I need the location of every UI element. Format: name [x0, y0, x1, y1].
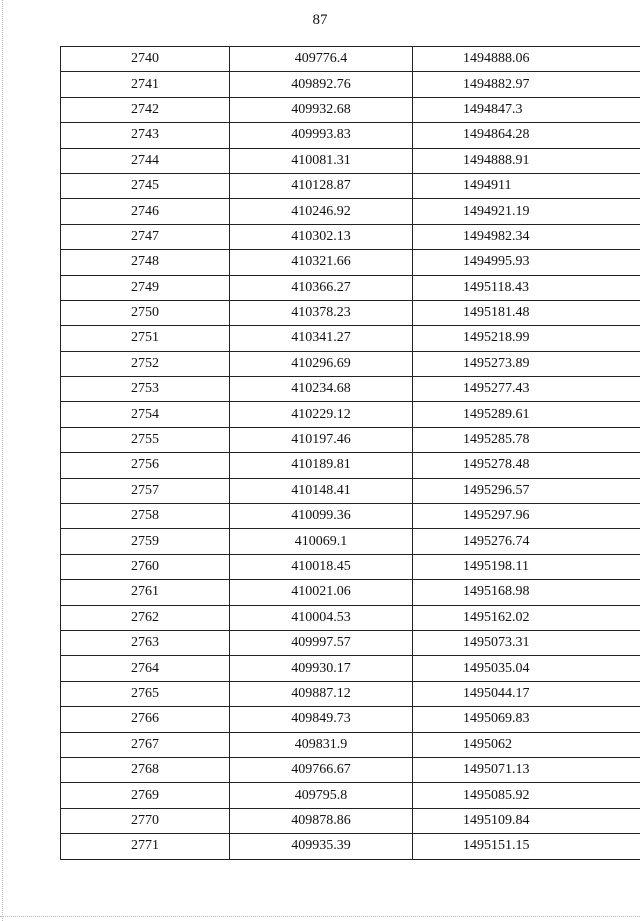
y-coordinate-cell: 1494847.3 — [413, 97, 640, 122]
y-coordinate-cell: 1494982.34 — [413, 224, 640, 249]
x-coordinate-cell: 410378.23 — [230, 300, 413, 325]
y-coordinate-cell: 1495278.48 — [413, 453, 640, 478]
y-coordinate-cell: 1495296.57 — [413, 478, 640, 503]
point-id-cell: 2759 — [61, 529, 230, 554]
x-coordinate-cell: 410018.45 — [230, 554, 413, 579]
x-coordinate-cell: 410321.66 — [230, 250, 413, 275]
point-id-cell: 2742 — [61, 97, 230, 122]
point-id-cell: 2770 — [61, 808, 230, 833]
table-row — [61, 656, 640, 681]
table-row — [61, 707, 640, 732]
x-coordinate-cell: 410366.27 — [230, 275, 413, 300]
point-id-cell: 2768 — [61, 757, 230, 782]
y-coordinate-cell: 1495035.04 — [413, 656, 640, 681]
y-coordinate-cell: 1495162.02 — [413, 605, 640, 630]
table-row — [61, 97, 640, 122]
point-id-cell: 2771 — [61, 834, 230, 859]
x-coordinate-cell: 409878.86 — [230, 808, 413, 833]
point-id-cell: 2746 — [61, 199, 230, 224]
table-row — [61, 326, 640, 351]
x-coordinate-cell: 409892.76 — [230, 72, 413, 97]
x-coordinate-cell: 409766.67 — [230, 757, 413, 782]
table-row — [61, 605, 640, 630]
table-row — [61, 529, 640, 554]
table-row — [61, 351, 640, 376]
table-row — [61, 580, 640, 605]
x-coordinate-cell: 409795.8 — [230, 783, 413, 808]
x-coordinate-cell: 410302.13 — [230, 224, 413, 249]
x-coordinate-cell: 409849.73 — [230, 707, 413, 732]
table-row — [61, 224, 640, 249]
y-coordinate-cell: 1495277.43 — [413, 377, 640, 402]
x-coordinate-cell: 410197.46 — [230, 427, 413, 452]
y-coordinate-cell: 1495044.17 — [413, 681, 640, 706]
x-coordinate-cell: 409776.4 — [230, 47, 413, 72]
point-id-cell: 2744 — [61, 148, 230, 173]
y-coordinate-cell: 1495168.98 — [413, 580, 640, 605]
point-id-cell: 2751 — [61, 326, 230, 351]
point-id-cell: 2745 — [61, 173, 230, 198]
point-id-cell: 2766 — [61, 707, 230, 732]
y-coordinate-cell: 1495085.92 — [413, 783, 640, 808]
page-number: 87 — [312, 12, 328, 28]
table-row — [61, 199, 640, 224]
x-coordinate-cell: 410069.1 — [230, 529, 413, 554]
x-coordinate-cell: 410081.31 — [230, 148, 413, 173]
table-row — [61, 173, 640, 198]
y-coordinate-cell: 1495297.96 — [413, 504, 640, 529]
table-row — [61, 478, 640, 503]
table-row — [61, 427, 640, 452]
x-coordinate-cell: 409935.39 — [230, 834, 413, 859]
y-coordinate-cell: 1494864.28 — [413, 123, 640, 148]
table-row — [61, 554, 640, 579]
x-coordinate-cell: 410234.68 — [230, 377, 413, 402]
point-id-cell: 2752 — [61, 351, 230, 376]
table-row — [61, 732, 640, 757]
x-coordinate-cell: 410229.12 — [230, 402, 413, 427]
x-coordinate-cell: 410189.81 — [230, 453, 413, 478]
point-id-cell: 2748 — [61, 250, 230, 275]
table-row — [61, 377, 640, 402]
x-coordinate-cell: 409993.83 — [230, 123, 413, 148]
table-row — [61, 630, 640, 655]
y-coordinate-cell: 1495289.61 — [413, 402, 640, 427]
y-coordinate-cell: 1495151.15 — [413, 834, 640, 859]
point-id-cell: 2764 — [61, 656, 230, 681]
x-coordinate-cell: 410128.87 — [230, 173, 413, 198]
y-coordinate-cell: 1494921.19 — [413, 199, 640, 224]
point-id-cell: 2755 — [61, 427, 230, 452]
point-id-cell: 2761 — [61, 580, 230, 605]
x-coordinate-cell: 410021.06 — [230, 580, 413, 605]
table-row — [61, 47, 640, 72]
x-coordinate-cell: 410004.53 — [230, 605, 413, 630]
point-id-cell: 2753 — [61, 377, 230, 402]
y-coordinate-cell: 1495109.84 — [413, 808, 640, 833]
x-coordinate-cell: 409887.12 — [230, 681, 413, 706]
table-row — [61, 504, 640, 529]
point-id-cell: 2758 — [61, 504, 230, 529]
point-id-cell: 2760 — [61, 554, 230, 579]
x-coordinate-cell: 409930.17 — [230, 656, 413, 681]
table-row — [61, 148, 640, 173]
scan-edge-left — [2, 0, 4, 921]
y-coordinate-cell: 1494911 — [413, 173, 640, 198]
y-coordinate-cell: 1494888.06 — [413, 47, 640, 72]
y-coordinate-cell: 1494888.91 — [413, 148, 640, 173]
point-id-cell: 2756 — [61, 453, 230, 478]
coordinate-table — [60, 46, 640, 860]
scan-edge-bottom — [0, 916, 640, 918]
y-coordinate-cell: 1495073.31 — [413, 630, 640, 655]
table-row — [61, 783, 640, 808]
coordinate-table-body — [61, 47, 640, 860]
table-row — [61, 275, 640, 300]
x-coordinate-cell: 410341.27 — [230, 326, 413, 351]
table-row — [61, 123, 640, 148]
table-row — [61, 72, 640, 97]
table-row — [61, 757, 640, 782]
point-id-cell: 2769 — [61, 783, 230, 808]
x-coordinate-cell: 410246.92 — [230, 199, 413, 224]
point-id-cell: 2743 — [61, 123, 230, 148]
x-coordinate-cell: 410148.41 — [230, 478, 413, 503]
table-row — [61, 808, 640, 833]
point-id-cell: 2762 — [61, 605, 230, 630]
y-coordinate-cell: 1495062 — [413, 732, 640, 757]
point-id-cell: 2765 — [61, 681, 230, 706]
table-row — [61, 402, 640, 427]
y-coordinate-cell: 1495218.99 — [413, 326, 640, 351]
y-coordinate-cell: 1495071.13 — [413, 757, 640, 782]
point-id-cell: 2740 — [61, 47, 230, 72]
y-coordinate-cell: 1495069.83 — [413, 707, 640, 732]
table-row — [61, 681, 640, 706]
y-coordinate-cell: 1495285.78 — [413, 427, 640, 452]
x-coordinate-cell: 410099.36 — [230, 504, 413, 529]
y-coordinate-cell: 1495181.48 — [413, 300, 640, 325]
y-coordinate-cell: 1495276.74 — [413, 529, 640, 554]
x-coordinate-cell: 410296.69 — [230, 351, 413, 376]
point-id-cell: 2754 — [61, 402, 230, 427]
point-id-cell: 2767 — [61, 732, 230, 757]
y-coordinate-cell: 1494995.93 — [413, 250, 640, 275]
y-coordinate-cell: 1495118.43 — [413, 275, 640, 300]
x-coordinate-cell: 409932.68 — [230, 97, 413, 122]
x-coordinate-cell: 409831.9 — [230, 732, 413, 757]
table-row — [61, 834, 640, 859]
table-row — [61, 300, 640, 325]
y-coordinate-cell: 1495273.89 — [413, 351, 640, 376]
point-id-cell: 2747 — [61, 224, 230, 249]
table-row — [61, 250, 640, 275]
point-id-cell: 2749 — [61, 275, 230, 300]
point-id-cell: 2750 — [61, 300, 230, 325]
y-coordinate-cell: 1494882.97 — [413, 72, 640, 97]
y-coordinate-cell: 1495198.11 — [413, 554, 640, 579]
point-id-cell: 2763 — [61, 630, 230, 655]
point-id-cell: 2741 — [61, 72, 230, 97]
point-id-cell: 2757 — [61, 478, 230, 503]
table-row — [61, 453, 640, 478]
x-coordinate-cell: 409997.57 — [230, 630, 413, 655]
